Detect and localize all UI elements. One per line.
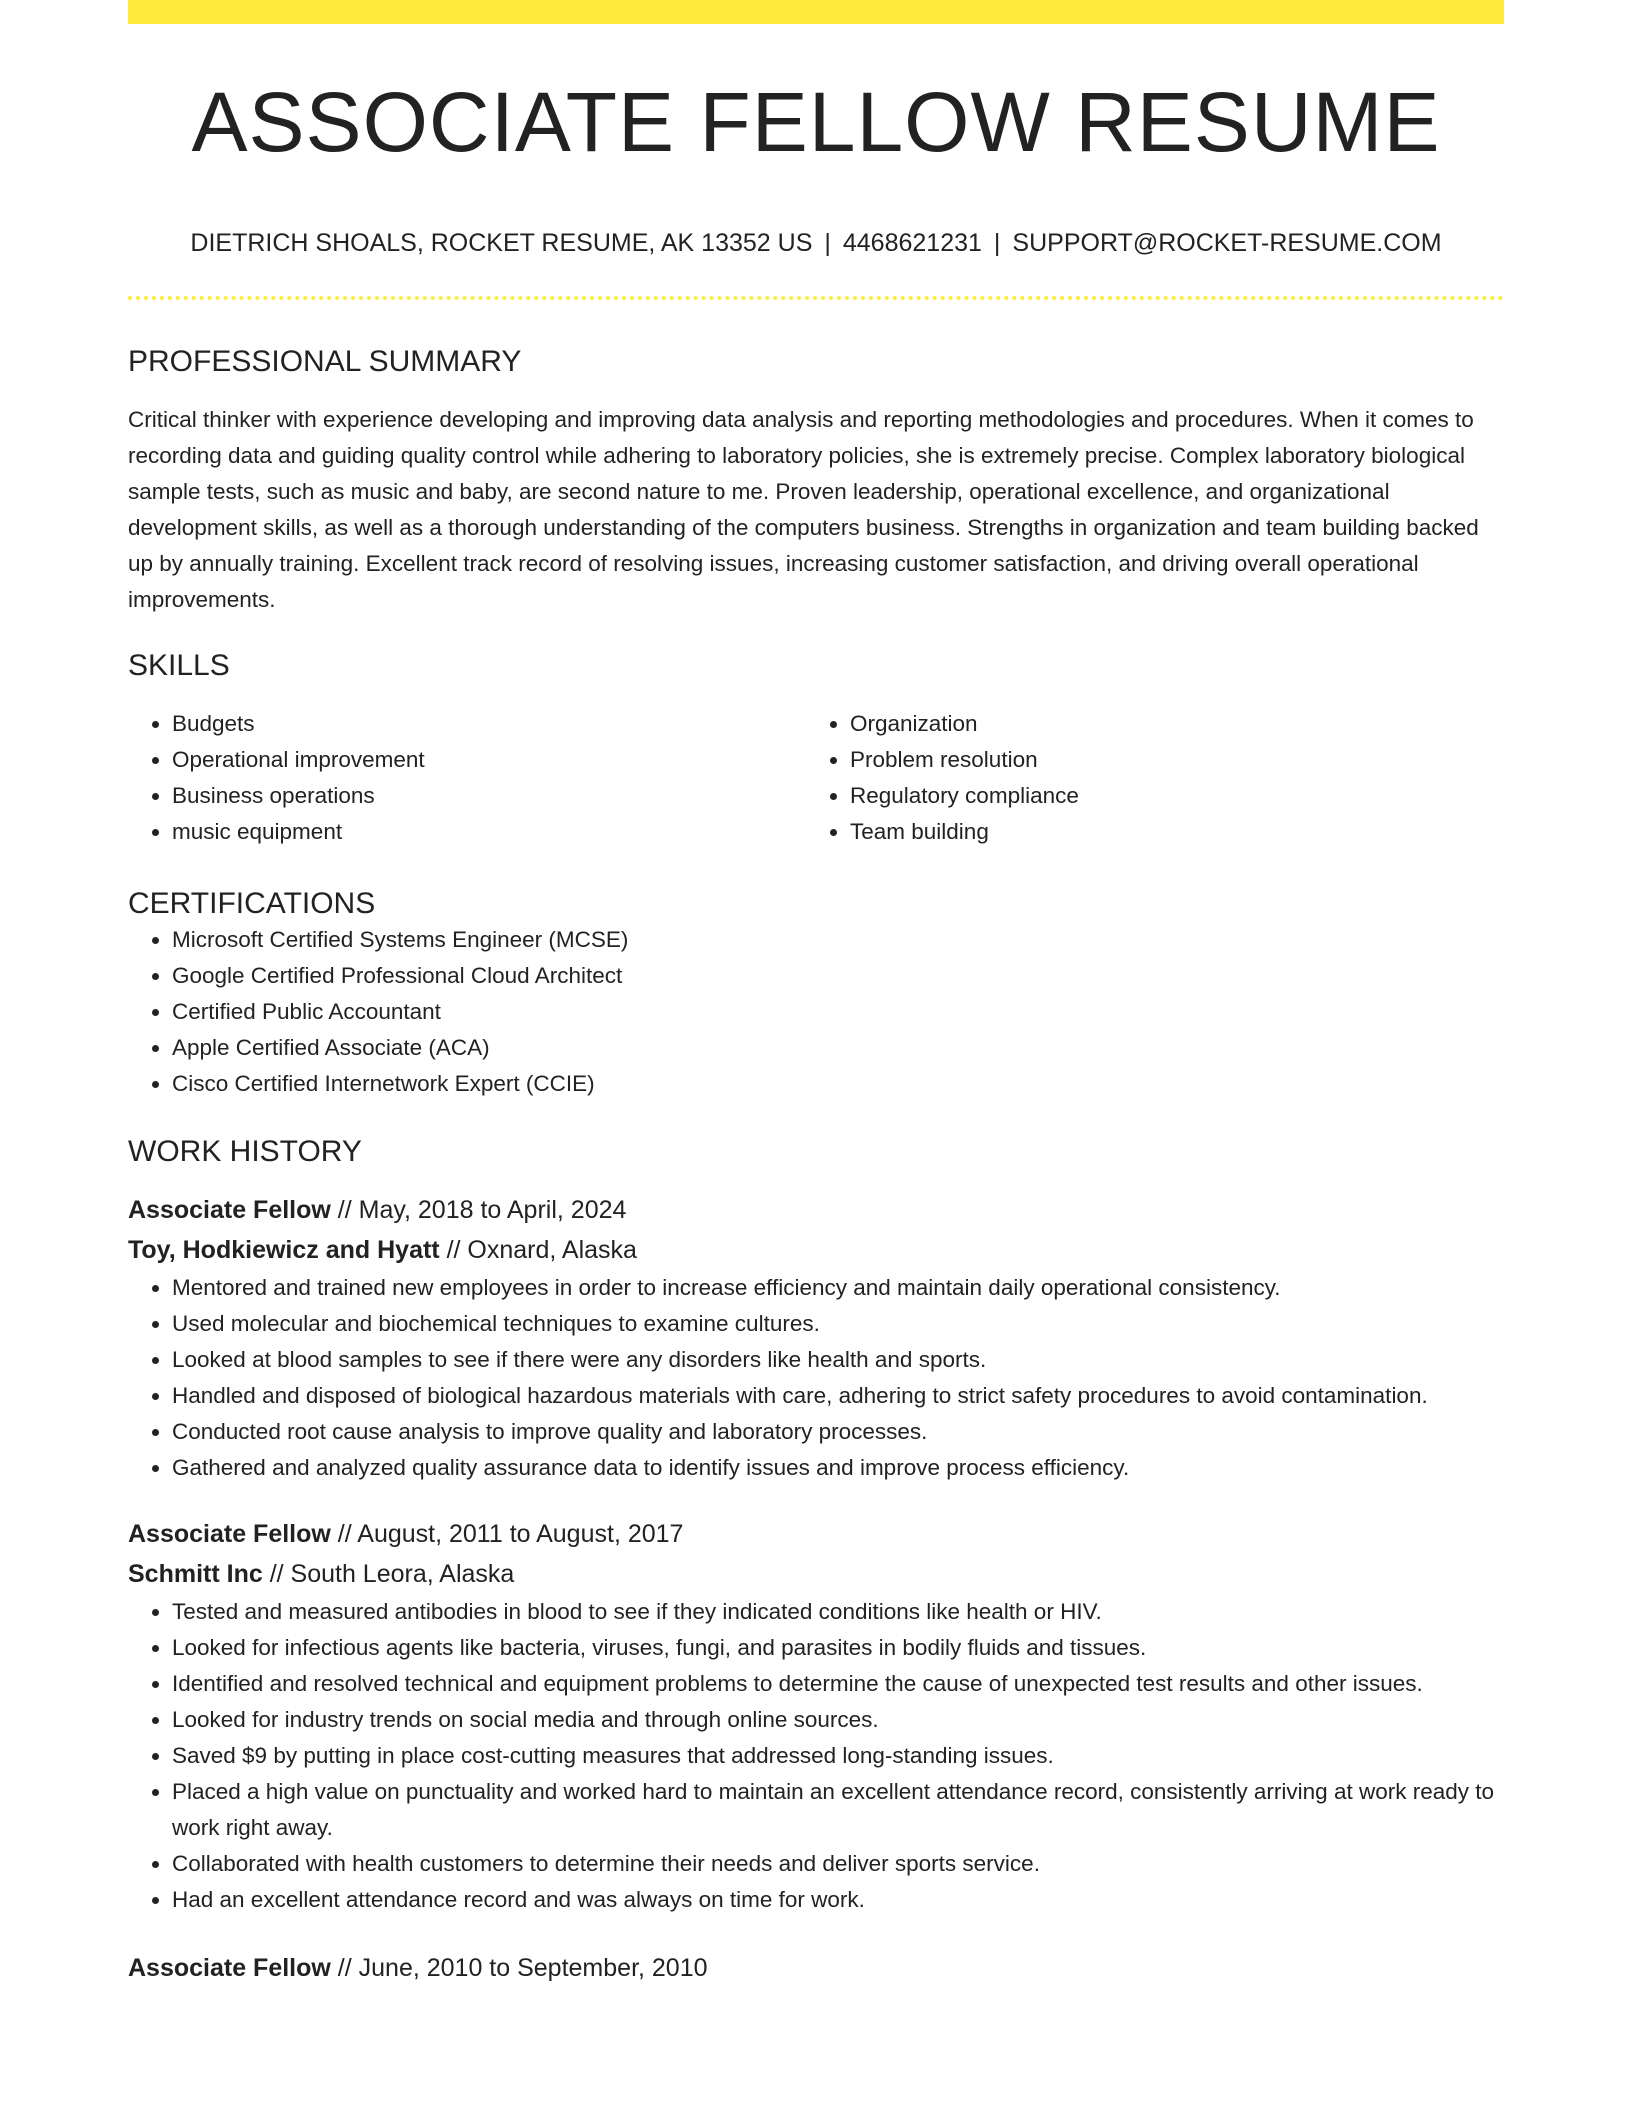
job-title: Associate Fellow: [128, 1954, 331, 1982]
contact-separator: |: [824, 229, 831, 257]
job-entry: [128, 1190, 1504, 1486]
job-title-line: [128, 1514, 1504, 1554]
job-duty: • Gathered and analyzed quality assurance data to identify issues and improve process efficiency.: [172, 1450, 1504, 1486]
job-duty: • Looked at blood samples to see if there were any disorders like health and sports.: [172, 1342, 1504, 1378]
job-dates: // June, 2010 to September, 2010: [330, 1954, 708, 1982]
certification-item: • Google Certified Professional Cloud Architect: [172, 958, 1504, 994]
skills-left-column: [128, 706, 806, 850]
job-title: Associate Fellow: [128, 1196, 331, 1224]
job-title-line: [128, 1190, 1504, 1230]
skill-item: • Operational improvement: [172, 742, 806, 778]
job-duty: • Mentored and trained new employees in order to increase efficiency and maintain daily operational consistency.: [172, 1270, 1504, 1306]
dotted-divider: [128, 296, 1504, 300]
certification-item: • Certified Public Accountant: [172, 994, 1504, 1030]
job-duty: • Looked for infectious agents like bacteria, viruses, fungi, and parasites in bodily fluids and tissues.: [172, 1630, 1504, 1666]
job-title: Associate Fellow: [128, 1520, 331, 1548]
skill-item: • Budgets: [172, 706, 806, 742]
contact-line: [128, 228, 1504, 258]
job-duties-list: [128, 1594, 1504, 1918]
skills-columns: [128, 706, 1504, 850]
job-duties-list: [128, 1270, 1504, 1486]
job-location: // South Leora, Alaska: [262, 1560, 515, 1588]
job-duty: • Placed a high value on punctuality and worked hard to maintain an excellent attendance record, consistently arriving at work ready to work right away.: [172, 1774, 1504, 1846]
skill-item: • Regulatory compliance: [850, 778, 1484, 814]
skill-item: • music equipment: [172, 814, 806, 850]
job-duty: • Used molecular and biochemical techniques to examine cultures.: [172, 1306, 1504, 1342]
contact-email: SUPPORT@ROCKET-RESUME.COM: [1012, 229, 1442, 257]
skills-heading: SKILLS: [128, 649, 230, 682]
job-title-line: [128, 1948, 1504, 1988]
job-duty: • Had an excellent attendance record and was always on time for work.: [172, 1882, 1504, 1918]
contact-address: DIETRICH SHOALS, ROCKET RESUME, AK 13352 US: [190, 229, 813, 257]
skill-item: • Organization: [850, 706, 1484, 742]
job-dates: // May, 2018 to April, 2024: [330, 1196, 627, 1224]
certifications-list: [128, 922, 1504, 1102]
skill-item: • Team building: [850, 814, 1484, 850]
job-duty: • Saved $9 by putting in place cost-cutting measures that addressed long-standing issues.: [172, 1738, 1504, 1774]
top-accent-bar: [128, 0, 1504, 24]
contact-separator: |: [993, 229, 1001, 257]
summary-text: Critical thinker with experience developing and improving data analysis and reporting methodologies and procedures. When it comes to recording data and guiding quality control while adhering to laboratory policies, she is extremely precise. Complex laboratory biological sample tests, such as music and baby, are second nature to me. Proven leadership, operational excellence, and organizational development skills, as well as a thorough understanding of the computers business. Strengths in organization and team building backed up by annually training. Excellent track record of resolving issues, increasing customer satisfaction, and driving overall operational improvements.: [128, 407, 1479, 612]
job-duty: • Tested and measured antibodies in blood to see if they indicated conditions like health or HIV.: [172, 1594, 1504, 1630]
job-duty: • Conducted root cause analysis to improve quality and laboratory processes.: [172, 1414, 1504, 1450]
job-company: Toy, Hodkiewicz and Hyatt: [128, 1236, 440, 1264]
job-location: // Oxnard, Alaska: [439, 1236, 637, 1264]
certification-item: • Microsoft Certified Systems Engineer (MCSE): [172, 922, 1504, 958]
job-company: Schmitt Inc: [128, 1560, 263, 1588]
certifications-heading: CERTIFICATIONS: [128, 887, 376, 920]
skill-item: • Business operations: [172, 778, 806, 814]
job-entry: [128, 1514, 1504, 1918]
job-company-line: [128, 1554, 1504, 1594]
skills-right-column: [806, 706, 1484, 850]
job-duty: • Handled and disposed of biological hazardous materials with care, adhering to strict safety procedures to avoid contamination.: [172, 1378, 1504, 1414]
job-duty: • Collaborated with health customers to determine their needs and deliver sports service.: [172, 1846, 1504, 1882]
contact-phone: 4468621231: [842, 229, 982, 257]
certification-item: • Cisco Certified Internetwork Expert (CCIE): [172, 1066, 1504, 1102]
job-company-line: [128, 1230, 1504, 1270]
job-duty: • Looked for industry trends on social media and through online sources.: [172, 1702, 1504, 1738]
certification-item: • Apple Certified Associate (ACA): [172, 1030, 1504, 1066]
work-history-heading: WORK HISTORY: [128, 1135, 362, 1168]
resume-title: ASSOCIATE FELLOW RESUME: [191, 75, 1441, 169]
job-duty: • Identified and resolved technical and equipment problems to determine the cause of unexpected test results and other issues.: [172, 1666, 1504, 1702]
job-dates: // August, 2011 to August, 2017: [330, 1520, 684, 1548]
resume-page: [128, 0, 1504, 1988]
summary-heading: PROFESSIONAL SUMMARY: [128, 345, 522, 378]
job-entry: [128, 1948, 1504, 1988]
skill-item: • Problem resolution: [850, 742, 1484, 778]
